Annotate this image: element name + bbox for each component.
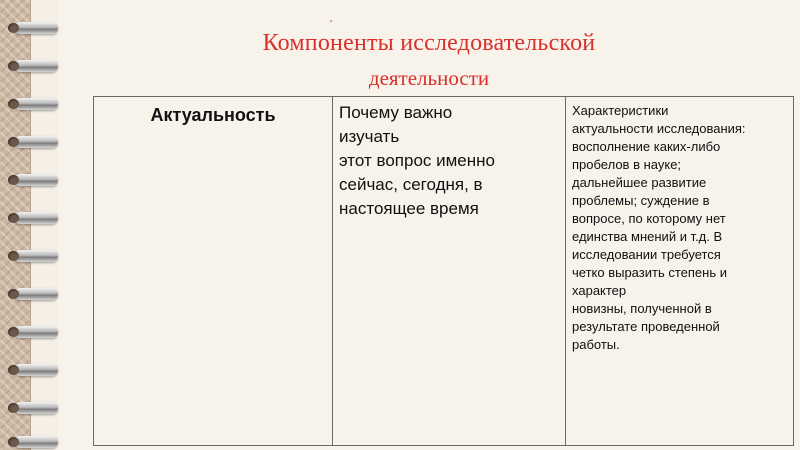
table-row xyxy=(94,97,794,446)
description-line: дальнейшее развитие xyxy=(572,175,707,190)
description-line: результате проведенной xyxy=(572,319,720,334)
question-line: изучать xyxy=(339,127,400,146)
description-line: проблемы; суждение в xyxy=(572,193,710,208)
description-line: исследовании требуется xyxy=(572,247,721,262)
question-text xyxy=(333,97,565,221)
binder-ring xyxy=(14,98,58,110)
description-text xyxy=(566,97,793,354)
binder-ring xyxy=(14,326,58,338)
description-line: единства мнений и т.д. В xyxy=(572,229,723,244)
binder-ring xyxy=(14,364,58,376)
slide-title: Компоненты исследовательской xyxy=(262,30,596,56)
description-line: актуальности исследования: xyxy=(572,121,746,136)
binder-ring xyxy=(14,402,58,414)
question-line: этот вопрос именно xyxy=(339,151,495,170)
binder-ring xyxy=(14,288,58,300)
question-cell xyxy=(333,97,566,446)
description-line: Характеристики xyxy=(572,103,669,118)
binder-ring xyxy=(14,436,58,448)
description-cell xyxy=(566,97,794,446)
term-text: Актуальность xyxy=(150,105,276,125)
description-line: вопросе, по которому нет xyxy=(572,211,726,226)
binder-ring xyxy=(14,174,58,186)
term-cell xyxy=(94,97,333,446)
question-line: Почему важно xyxy=(339,103,453,122)
decorative-dot xyxy=(330,20,332,22)
description-line: восполнение каких-либо xyxy=(572,139,721,154)
binder-ring xyxy=(14,22,58,34)
binder-ring xyxy=(14,136,58,148)
binder-ring xyxy=(14,250,58,262)
description-line: новизны, полученной в xyxy=(572,301,712,316)
components-table xyxy=(93,96,794,446)
description-line: характер xyxy=(572,283,627,298)
binder-ring xyxy=(14,212,58,224)
description-line: работы. xyxy=(572,337,620,352)
question-line: настоящее время xyxy=(339,199,479,218)
description-line: пробелов в науке; xyxy=(572,157,682,172)
description-line: четко выразить степень и xyxy=(572,265,727,280)
slide-subtitle: деятельности xyxy=(368,66,490,90)
question-line: сейчас, сегодня, в xyxy=(339,175,483,194)
binder-ring xyxy=(14,60,58,72)
